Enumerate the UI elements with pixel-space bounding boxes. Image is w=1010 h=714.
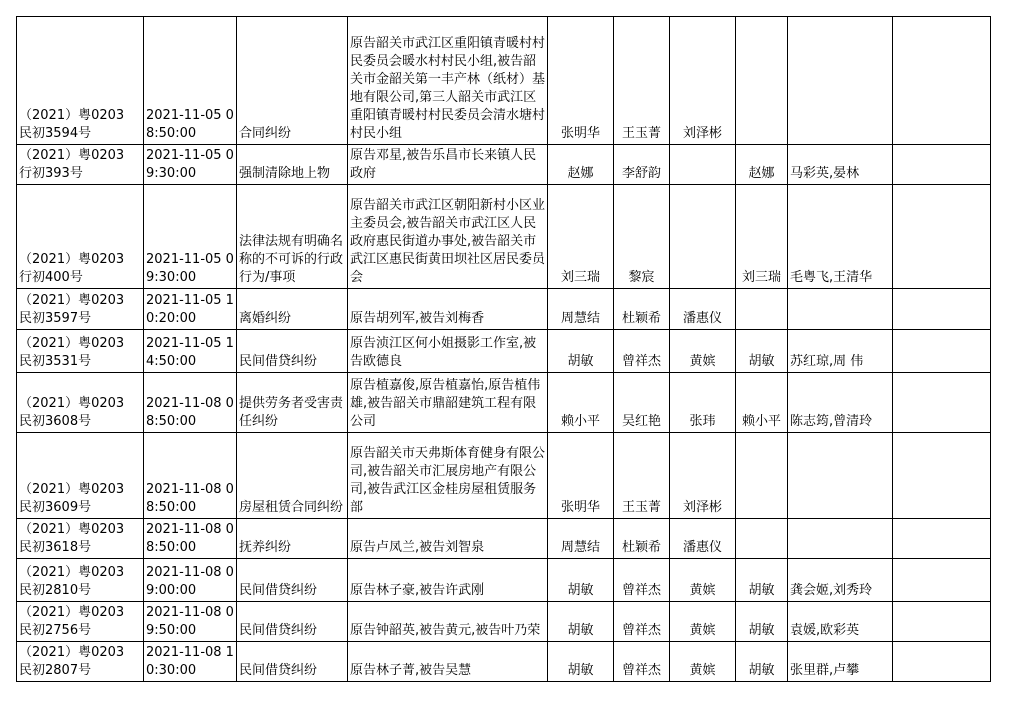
empty-cell: [893, 17, 991, 145]
judge-cell: 赵娜: [736, 145, 788, 185]
parties-cell: 原告浈江区何小姐摄影工作室,被告欧德良: [348, 330, 548, 373]
table-row: [17, 519, 991, 559]
case-number-cell: （2021）粤0203 民初2810号: [17, 559, 144, 602]
juror-1-cell: 曾祥杰: [614, 602, 670, 642]
judge-cell: 刘三瑞: [736, 185, 788, 289]
hearing-time-cell: 2021-11-05 14:50:00: [144, 330, 237, 373]
parties-cell: 原告韶关市天弗斯体育健身有限公司,被告韶关市汇展房地产有限公司,被告武江区金桂房屋租赁服务部: [348, 433, 548, 519]
juror-2-cell: 张玮: [670, 373, 736, 433]
juror-1-cell: 王玉菁: [614, 17, 670, 145]
case-number-cell: （2021）粤0203 民初3608号: [17, 373, 144, 433]
juror-1-cell: 曾祥杰: [614, 642, 670, 682]
parties-cell: 原告胡列军,被告刘梅香: [348, 289, 548, 330]
judge-cell: 胡敏: [736, 559, 788, 602]
case-number-cell: （2021）粤0203 行初393号: [17, 145, 144, 185]
case-cause-cell: 房屋租赁合同纠纷: [237, 433, 348, 519]
juror-1-cell: 杜颖希: [614, 519, 670, 559]
hearing-time-cell: 2021-11-05 09:30:00: [144, 145, 237, 185]
table-row: [17, 330, 991, 373]
judge-cell: [736, 17, 788, 145]
case-cause-cell: 民间借贷纠纷: [237, 559, 348, 602]
case-number-cell: （2021）粤0203 民初3531号: [17, 330, 144, 373]
hearing-time-cell: 2021-11-05 10:20:00: [144, 289, 237, 330]
case-cause-cell: 抚养纠纷: [237, 519, 348, 559]
juror-1-cell: 黎宸: [614, 185, 670, 289]
juror-1-cell: 吴红艳: [614, 373, 670, 433]
parties-cell: 原告林子豪,被告许武刚: [348, 559, 548, 602]
empty-cell: [893, 289, 991, 330]
hearing-time-cell: 2021-11-08 08:50:00: [144, 519, 237, 559]
empty-cell: [893, 602, 991, 642]
table-row: [17, 642, 991, 682]
presiding-judge-cell: 赖小平: [548, 373, 614, 433]
case-cause-cell: 离婚纠纷: [237, 289, 348, 330]
case-cause-cell: 民间借贷纠纷: [237, 330, 348, 373]
presiding-judge-cell: 张明华: [548, 17, 614, 145]
clerks-cell: [788, 289, 893, 330]
clerks-cell: 马彩英,晏林: [788, 145, 893, 185]
presiding-judge-cell: 胡敏: [548, 330, 614, 373]
table-row: [17, 433, 991, 519]
clerks-cell: 龚会姬,刘秀玲: [788, 559, 893, 602]
table-row: [17, 17, 991, 145]
judge-cell: 赖小平: [736, 373, 788, 433]
judge-cell: 胡敏: [736, 602, 788, 642]
judge-cell: [736, 289, 788, 330]
presiding-judge-cell: 胡敏: [548, 559, 614, 602]
juror-1-cell: 曾祥杰: [614, 330, 670, 373]
presiding-judge-cell: 赵娜: [548, 145, 614, 185]
parties-cell: 原告韶关市武江区重阳镇青暖村村民委员会暖水村村民小组,被告韶关市金韶关第一丰产林（纸材）基地有限公司,第三人韶关市武江区重阳镇青暖村村民委员会清水塘村村民小组: [348, 17, 548, 145]
clerks-cell: [788, 17, 893, 145]
juror-2-cell: 潘惠仪: [670, 519, 736, 559]
empty-cell: [893, 559, 991, 602]
case-number-cell: （2021）粤0203 行初400号: [17, 185, 144, 289]
case-number-cell: （2021）粤0203 民初3594号: [17, 17, 144, 145]
empty-cell: [893, 145, 991, 185]
case-cause-cell: 提供劳务者受害责任纠纷: [237, 373, 348, 433]
empty-cell: [893, 433, 991, 519]
hearing-time-cell: 2021-11-08 08:50:00: [144, 433, 237, 519]
clerks-cell: 张里群,卢攀: [788, 642, 893, 682]
parties-cell: 原告邓星,被告乐昌市长来镇人民政府: [348, 145, 548, 185]
empty-cell: [893, 330, 991, 373]
table-row: [17, 145, 991, 185]
presiding-judge-cell: 胡敏: [548, 642, 614, 682]
table-row: [17, 559, 991, 602]
juror-2-cell: [670, 145, 736, 185]
hearing-time-cell: 2021-11-05 09:30:00: [144, 185, 237, 289]
case-cause-cell: 民间借贷纠纷: [237, 642, 348, 682]
table-row: [17, 373, 991, 433]
judge-cell: 胡敏: [736, 330, 788, 373]
juror-2-cell: 黄嫔: [670, 330, 736, 373]
case-cause-cell: 强制清除地上物: [237, 145, 348, 185]
parties-cell: 原告韶关市武江区朝阳新村小区业主委员会,被告韶关市武江区人民政府惠民街道办事处,被告韶关市武江区惠民街黄田坝社区居民委员会: [348, 185, 548, 289]
presiding-judge-cell: 周慧结: [548, 519, 614, 559]
hearing-time-cell: 2021-11-05 08:50:00: [144, 17, 237, 145]
case-number-cell: （2021）粤0203 民初3597号: [17, 289, 144, 330]
judge-cell: 胡敏: [736, 642, 788, 682]
judge-cell: [736, 433, 788, 519]
clerks-cell: 毛粤飞,王清华: [788, 185, 893, 289]
juror-2-cell: 刘泽彬: [670, 433, 736, 519]
presiding-judge-cell: 张明华: [548, 433, 614, 519]
juror-1-cell: 曾祥杰: [614, 559, 670, 602]
parties-cell: 原告林子菁,被告吴慧: [348, 642, 548, 682]
hearing-time-cell: 2021-11-08 10:30:00: [144, 642, 237, 682]
clerks-cell: [788, 433, 893, 519]
case-number-cell: （2021）粤0203 民初2807号: [17, 642, 144, 682]
juror-2-cell: 黄嫔: [670, 559, 736, 602]
case-cause-cell: 民间借贷纠纷: [237, 602, 348, 642]
clerks-cell: 袁媛,欧彩英: [788, 602, 893, 642]
clerks-cell: 陈志筠,曾清玲: [788, 373, 893, 433]
empty-cell: [893, 642, 991, 682]
juror-2-cell: 潘惠仪: [670, 289, 736, 330]
juror-1-cell: 李舒韵: [614, 145, 670, 185]
table-row: [17, 602, 991, 642]
hearing-time-cell: 2021-11-08 08:50:00: [144, 373, 237, 433]
hearing-time-cell: 2021-11-08 09:00:00: [144, 559, 237, 602]
juror-1-cell: 王玉菁: [614, 433, 670, 519]
empty-cell: [893, 373, 991, 433]
hearing-schedule-table: [16, 16, 991, 682]
case-cause-cell: 合同纠纷: [237, 17, 348, 145]
juror-2-cell: 刘泽彬: [670, 17, 736, 145]
case-number-cell: （2021）粤0203 民初2756号: [17, 602, 144, 642]
juror-2-cell: 黄嫔: [670, 602, 736, 642]
parties-cell: 原告卢凤兰,被告刘智泉: [348, 519, 548, 559]
empty-cell: [893, 519, 991, 559]
case-cause-cell: 法律法规有明确名称的不可诉的行政行为/事项: [237, 185, 348, 289]
table-row: [17, 289, 991, 330]
table-row: [17, 185, 991, 289]
clerks-cell: 苏红琼,周 伟: [788, 330, 893, 373]
clerks-cell: [788, 519, 893, 559]
judge-cell: [736, 519, 788, 559]
presiding-judge-cell: 周慧结: [548, 289, 614, 330]
presiding-judge-cell: 胡敏: [548, 602, 614, 642]
juror-2-cell: [670, 185, 736, 289]
juror-1-cell: 杜颖希: [614, 289, 670, 330]
parties-cell: 原告植嘉俊,原告植嘉怡,原告植伟雄,被告韶关市鼎韶建筑工程有限公司: [348, 373, 548, 433]
juror-2-cell: 黄嫔: [670, 642, 736, 682]
case-number-cell: （2021）粤0203 民初3609号: [17, 433, 144, 519]
case-number-cell: （2021）粤0203 民初3618号: [17, 519, 144, 559]
parties-cell: 原告钟韶英,被告黄元,被告叶乃荣: [348, 602, 548, 642]
empty-cell: [893, 185, 991, 289]
presiding-judge-cell: 刘三瑞: [548, 185, 614, 289]
hearing-time-cell: 2021-11-08 09:50:00: [144, 602, 237, 642]
